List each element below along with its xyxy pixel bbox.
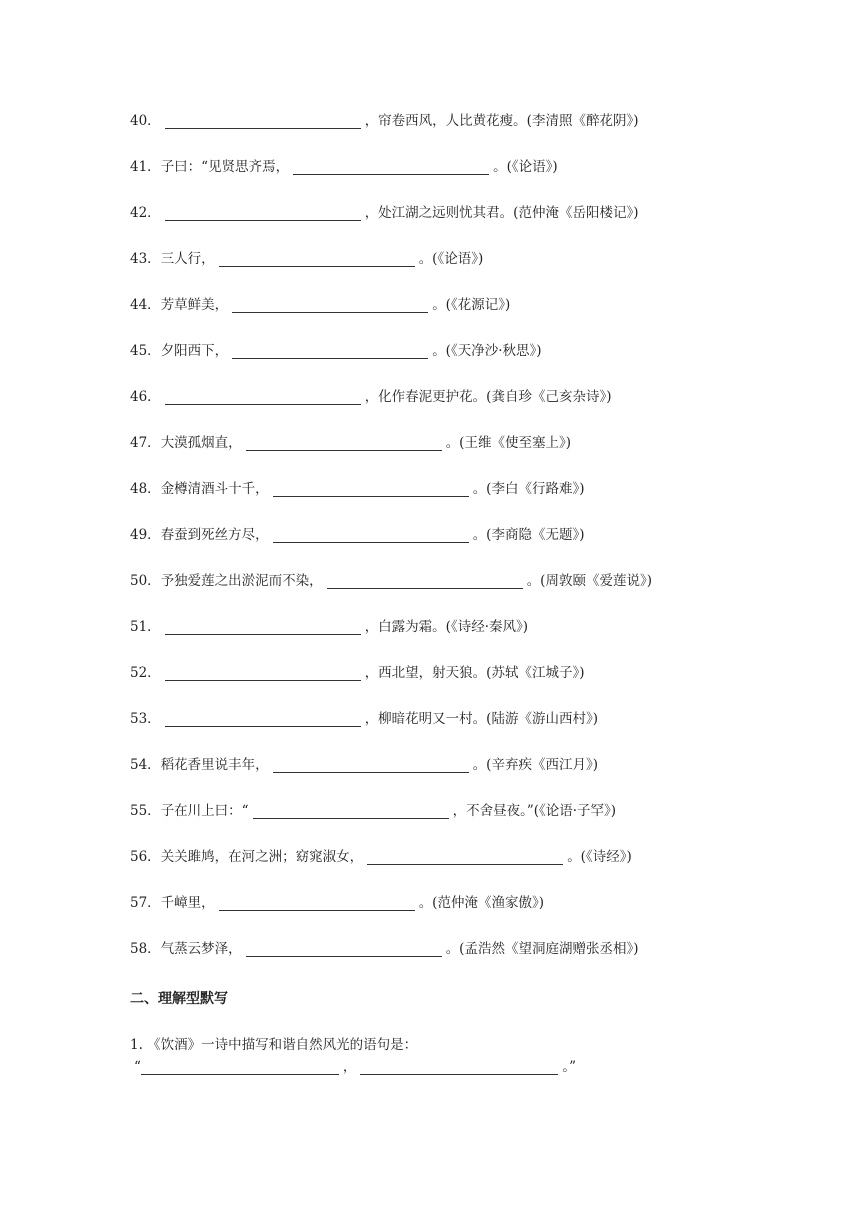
question-number: 49． (130, 527, 161, 543)
question-41 (130, 156, 558, 178)
understanding-answer-line (134, 1056, 576, 1078)
answer-blank[interactable] (273, 481, 469, 497)
answer-blank[interactable] (246, 941, 442, 957)
answer-blank[interactable] (246, 435, 442, 451)
question-number: 58． (130, 941, 161, 957)
question-text-before: 夕阳西下， (160, 343, 229, 359)
question-text-before: 子曰：“见贤思齐焉， (160, 159, 290, 175)
question-42 (130, 202, 638, 224)
question-number: 53． (130, 711, 161, 727)
answer-blank[interactable] (273, 527, 469, 543)
question-text-after: 。(李白《行路难》) (472, 481, 585, 497)
comma: ， (342, 1059, 357, 1075)
question-text-after: 。(《论语》) (418, 251, 484, 267)
question-number: 46． (130, 389, 161, 405)
question-text-after: ，西北望，射天狼。(苏轼《江城子》) (364, 665, 585, 681)
question-text-after: 。(《论语》) (493, 159, 558, 175)
question-53 (130, 708, 598, 730)
question-text-after: 。(李商隐《无题》) (472, 527, 585, 543)
question-49 (130, 524, 584, 546)
answer-blank[interactable] (165, 711, 361, 727)
answer-blank[interactable] (232, 297, 428, 313)
question-text-after: 。(孟浩然《望洞庭湖赠张丞相》) (445, 941, 639, 957)
answer-blank-2[interactable] (360, 1059, 558, 1075)
question-number: 45． (130, 343, 161, 359)
answer-blank[interactable] (165, 665, 361, 681)
question-number: 55． (130, 803, 161, 819)
question-text-after: ，不舍昼夜。”(《论语·子罕》) (452, 803, 617, 819)
answer-blank[interactable] (165, 113, 361, 129)
question-number: 41． (130, 159, 161, 175)
question-text-before: 气蒸云梦泽， (160, 941, 242, 957)
answer-blank[interactable] (327, 573, 523, 589)
understanding-question-1: 1. 《饮酒》一诗中描写和谐自然风光的语句是： (130, 1037, 418, 1053)
question-45 (130, 340, 542, 362)
question-text-after: 。(《诗经》) (567, 849, 632, 865)
section-heading: 二、理解型默写 (130, 991, 228, 1007)
question-number: 52． (130, 665, 161, 681)
question-text-before: 金樽清酒斗十千， (160, 481, 269, 497)
answer-blank[interactable] (165, 619, 361, 635)
question-43 (130, 248, 483, 270)
question-text-after: 。(辛弃疾《西江月》) (472, 757, 598, 773)
question-text-before: 关关雎鸠，在河之洲；窈窕淑女， (160, 849, 364, 865)
answer-blank-1[interactable] (141, 1059, 339, 1075)
open-quote: “ (134, 1059, 141, 1075)
question-57 (130, 892, 544, 914)
question-text-before: 千嶂里， (160, 895, 215, 911)
question-51 (130, 616, 528, 638)
question-number: 43． (130, 251, 161, 267)
question-text-after: 。(《天净沙·秋思》) (432, 343, 542, 359)
question-55 (130, 800, 616, 822)
question-number: 40． (130, 113, 161, 129)
question-text-after: ，处江湖之远则忧其君。(范仲淹《岳阳楼记》) (364, 205, 639, 221)
answer-blank[interactable] (293, 159, 489, 175)
question-50 (130, 570, 652, 592)
question-46 (130, 386, 611, 408)
question-number: 44． (130, 297, 161, 313)
question-text-before: 芳草鲜美， (160, 297, 229, 313)
close-quote: 。” (562, 1059, 577, 1075)
question-text-after: 。(周敦颐《爱莲说》) (526, 573, 652, 589)
question-text-after: 。(范仲淹《渔家傲》) (418, 895, 544, 911)
question-number: 51． (130, 619, 161, 635)
answer-blank[interactable] (367, 849, 563, 865)
question-text-after: ，帘卷西风，人比黄花瘦。(李清照《醉花阴》) (364, 113, 639, 129)
question-text-after: ，柳暗花明又一村。(陆游《游山西村》) (364, 711, 598, 727)
question-number: 56． (130, 849, 161, 865)
answer-blank[interactable] (232, 343, 428, 359)
question-number: 54． (130, 757, 161, 773)
question-58 (130, 938, 638, 960)
question-text-before: 大漠孤烟直， (160, 435, 242, 451)
question-number: 50． (130, 573, 161, 589)
question-text-after: ，化作春泥更护花。(龚自珍《己亥杂诗》) (364, 389, 612, 405)
answer-blank[interactable] (219, 895, 415, 911)
question-number: 48． (130, 481, 161, 497)
question-text-before: 春蚕到死丝方尽， (160, 527, 269, 543)
question-56 (130, 846, 632, 868)
question-54 (130, 754, 598, 776)
answer-blank[interactable] (165, 389, 361, 405)
question-text-before: 予独爱莲之出淤泥而不染， (160, 573, 323, 589)
question-text-before: 子在川上曰：“ (160, 803, 249, 819)
question-text-after: 。(《花源记》) (432, 297, 511, 313)
answer-blank[interactable] (253, 803, 449, 819)
question-text-before: 稻花香里说丰年， (160, 757, 269, 773)
answer-blank[interactable] (165, 205, 361, 221)
question-text-after: 。(王维《使至塞上》) (445, 435, 571, 451)
question-52 (130, 662, 584, 684)
question-number: 42． (130, 205, 161, 221)
question-44 (130, 294, 510, 316)
question-text-after: ，白露为霜。(《诗经·秦风》) (364, 619, 529, 635)
answer-blank[interactable] (273, 757, 469, 773)
question-48 (130, 478, 584, 500)
question-47 (130, 432, 571, 454)
question-number: 47． (130, 435, 161, 451)
question-text-before: 三人行， (160, 251, 215, 267)
answer-blank[interactable] (219, 251, 415, 267)
question-number: 57． (130, 895, 161, 911)
question-40 (130, 110, 638, 132)
